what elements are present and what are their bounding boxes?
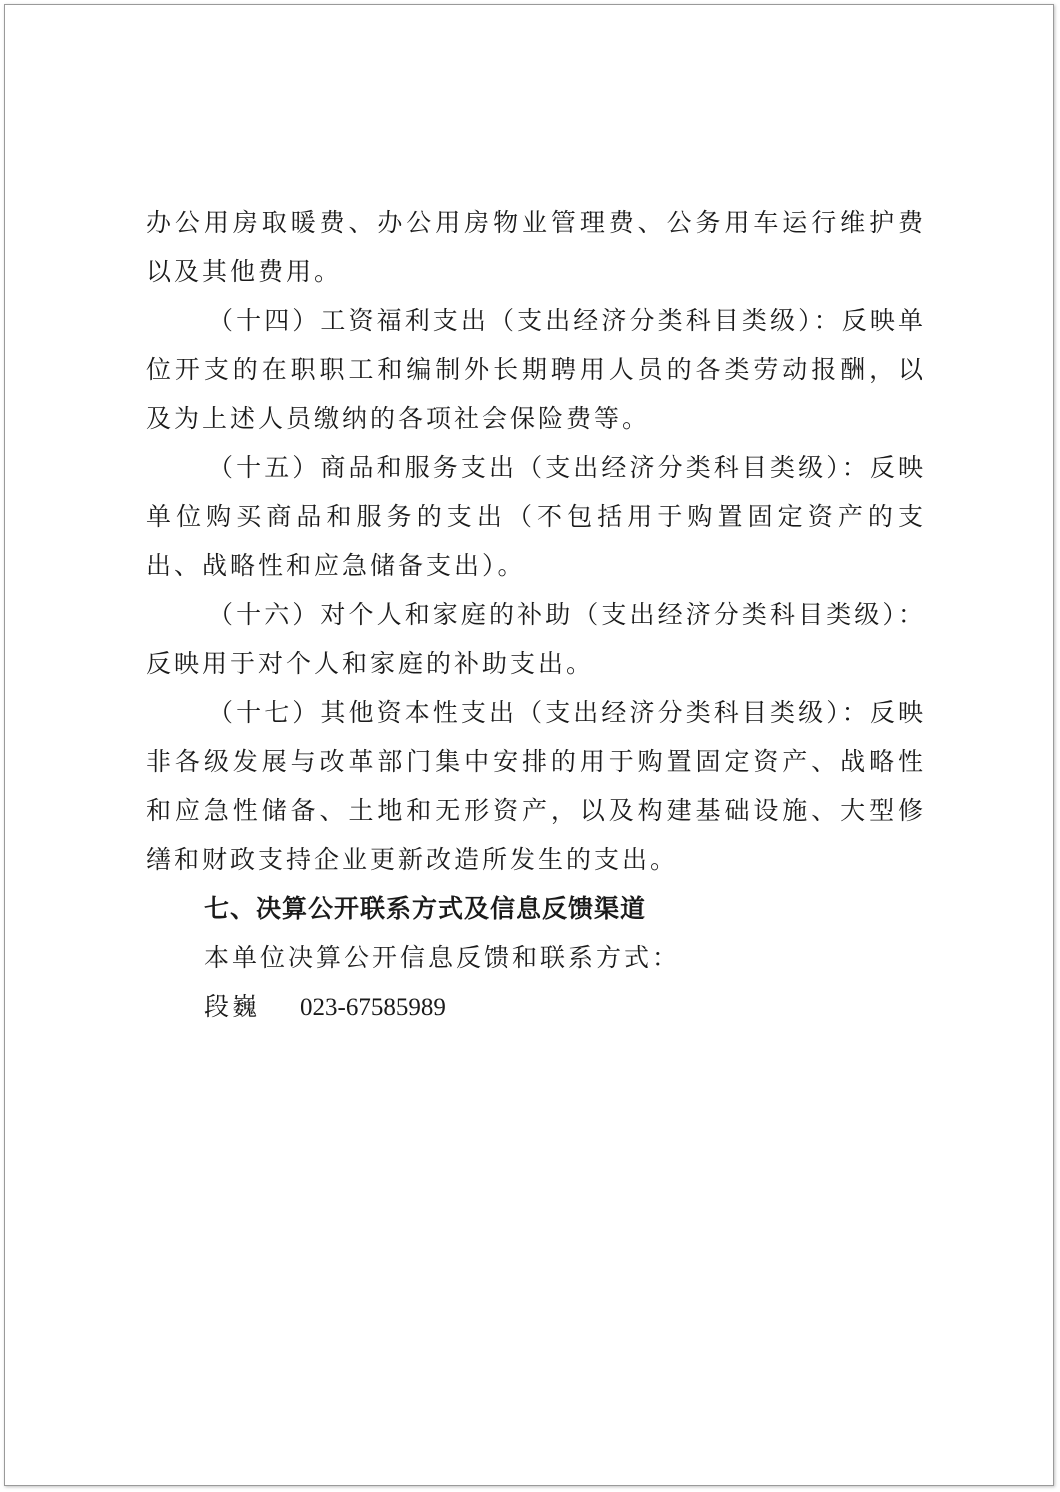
paragraph-item-14: （十四）工资福利支出（支出经济分类科目类级）：反映单位开支的在职职工和编制外长期聘用人员的各类劳动报酬，以及为上述人员缴纳的各项社会保险费等。 <box>146 306 926 433</box>
contact-line <box>146 982 926 1032</box>
section-seven-heading: 七、决算公开联系方式及信息反馈渠道 <box>204 894 647 923</box>
paragraph-item-17: （十七）其他资本性支出（支出经济分类科目类级）：反映非各级发展与改革部门集中安排的用于购置固定资产、战略性和应急性储备、土地和无形资产，以及构建基础设施、大型修缮和财政支持企业更新改造所发生的支出。 <box>146 698 926 874</box>
feedback-intro: 本单位决算公开信息反馈和联系方式： <box>204 943 681 972</box>
paragraph-item-15: （十五）商品和服务支出（支出经济分类科目类级）：反映单位购买商品和服务的支出（不包括用于购置固定资产的支出、战略性和应急储备支出）。 <box>146 453 926 580</box>
document-body <box>146 198 926 1032</box>
paragraph-item-16: （十六）对个人和家庭的补助（支出经济分类科目类级）：反映用于对个人和家庭的补助支出。 <box>146 600 926 678</box>
paragraph-continuation: 办公用房取暖费、办公用房物业管理费、公务用车运行维护费以及其他费用。 <box>146 208 926 286</box>
document-page <box>4 4 1054 1486</box>
contact-phone: 023-67585989 <box>300 994 446 1021</box>
contact-name: 段巍 <box>204 992 261 1021</box>
